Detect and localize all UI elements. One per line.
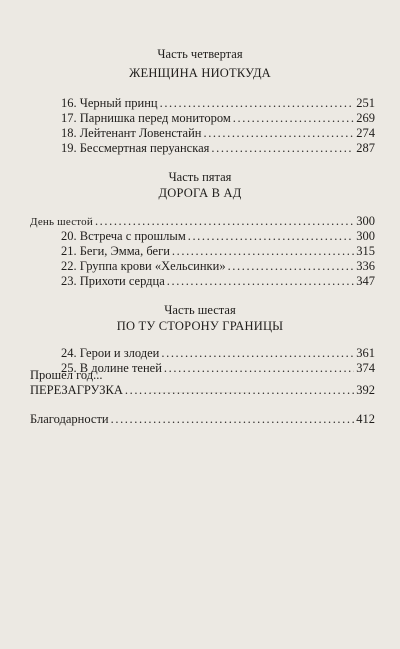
dot-leader <box>172 244 354 258</box>
dot-leader <box>164 361 354 375</box>
part-label: Часть четвертая <box>157 47 243 61</box>
dot-leader <box>160 96 355 110</box>
toc-entry-page: 361 <box>356 346 375 360</box>
toc-entry-page: 269 <box>356 111 375 125</box>
dot-leader <box>188 229 355 243</box>
toc-entry-title: 23. Прихоти сердца <box>61 274 165 288</box>
toc-entry[interactable] <box>61 141 375 155</box>
dot-leader <box>161 346 354 360</box>
toc-entry-title: ПЕРЕЗАГРУЗКА <box>30 383 123 397</box>
toc-entry[interactable] <box>61 229 375 243</box>
toc-entry-page: 374 <box>356 361 375 375</box>
toc-entry-page: 392 <box>356 383 375 397</box>
toc-entry-page: 274 <box>356 126 375 140</box>
dot-leader <box>167 274 354 288</box>
toc-entry[interactable] <box>61 126 375 140</box>
toc-entry-epilogue[interactable] <box>30 383 375 397</box>
toc-entry[interactable] <box>61 111 375 125</box>
toc-entry[interactable] <box>61 96 375 110</box>
toc-entry[interactable] <box>61 346 375 360</box>
toc-entry-title: 24. Герои и злодеи <box>61 346 160 360</box>
part-label: Часть пятая <box>168 170 232 184</box>
toc-entry-title: 25. В долине теней <box>61 361 162 375</box>
dot-leader <box>111 412 355 426</box>
toc-entry-title: Благодарности <box>30 412 109 426</box>
dot-leader <box>95 214 354 228</box>
dot-leader <box>203 126 354 140</box>
epilogue-intro: Прошел год... <box>30 368 103 382</box>
toc-entry[interactable] <box>61 361 375 375</box>
toc-entry-page: 300 <box>356 214 375 228</box>
toc-entry-page: 300 <box>356 229 375 243</box>
toc-entry-page: 412 <box>356 412 375 426</box>
toc-entry-title: 18. Лейтенант Ловенстайн <box>61 126 202 140</box>
toc-entry-title: День шестой <box>30 216 93 228</box>
toc-entry[interactable] <box>30 214 375 229</box>
toc-entry-title: 21. Беги, Эмма, беги <box>61 244 170 258</box>
toc-entry-page: 287 <box>356 141 375 155</box>
dot-leader <box>233 111 354 125</box>
part-title: ЖЕНЩИНА НИОТКУДА <box>129 66 271 80</box>
toc-entry-title: 19. Бессмертная перуанская <box>61 141 210 155</box>
dot-leader <box>228 259 355 273</box>
toc-entry-title: 17. Парнишка перед монитором <box>61 111 231 125</box>
toc-entry-title: 22. Группа крови «Хельсинки» <box>61 259 226 273</box>
toc-entry[interactable] <box>61 259 375 273</box>
toc-entry[interactable] <box>61 244 375 258</box>
toc-entry-page: 315 <box>356 244 375 258</box>
dot-leader <box>211 141 354 155</box>
dot-leader <box>125 383 354 397</box>
toc-entry[interactable] <box>61 274 375 288</box>
part-title: ДОРОГА В АД <box>158 186 242 200</box>
toc-entry-page: 347 <box>356 274 375 288</box>
part-title: ПО ТУ СТОРОНУ ГРАНИЦЫ <box>116 319 284 333</box>
part-label: Часть шестая <box>164 303 236 317</box>
toc-entry-page: 251 <box>356 96 375 110</box>
toc-entry-title: 16. Черный принц <box>61 96 158 110</box>
toc-entry-acknowledgements[interactable] <box>30 412 375 426</box>
toc-entry-title: 20. Встреча с прошлым <box>61 229 186 243</box>
toc-entry-page: 336 <box>356 259 375 273</box>
